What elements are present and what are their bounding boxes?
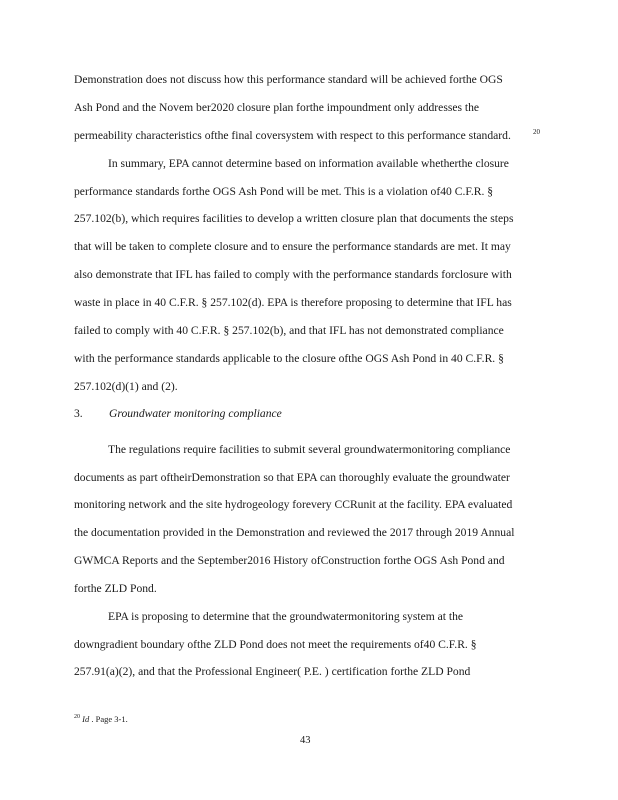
- footnote-citation: Id: [82, 714, 90, 724]
- section-number: 3.: [74, 407, 83, 420]
- footnote-text: . Page 3-1.: [89, 714, 128, 724]
- body-text-line: with the performance standards applicable to the closure ofthe OGS Ash Pond in 40 C.F.R. §: [74, 352, 504, 365]
- body-text-line: performance standards forthe OGS Ash Pond will be met. This is a violation of40 C.F.R. §: [74, 185, 494, 198]
- body-text-line: failed to comply with 40 C.F.R. § 257.102(b), and that IFL has not demonstrated compliance: [74, 324, 504, 337]
- body-text-line: forthe ZLD Pond.: [74, 582, 157, 595]
- body-text-line: In summary, EPA cannot determine based on information available whetherthe closure: [108, 157, 509, 170]
- body-text-line: The regulations require facilities to submit several groundwatermonitoring compliance: [108, 443, 511, 456]
- body-text-line: downgradient boundary ofthe ZLD Pond does not meet the requirements of40 C.F.R. §: [74, 638, 477, 651]
- body-text-line: 257.91(a)(2), and that the Professional Engineer( P.E. ) certification forthe ZLD Pond: [74, 665, 471, 678]
- footnote: [74, 714, 128, 724]
- body-text-line: 257.102(d)(1) and (2).: [74, 380, 178, 393]
- body-text-line: also demonstrate that IFL has failed to comply with the performance standards forclosure with: [74, 268, 512, 281]
- footnote-reference: 20: [533, 128, 540, 136]
- body-text-line: monitoring network and the site hydrogeology forevery CCRunit at the facility. EPA evaluated: [74, 498, 513, 511]
- footnote-number: 20: [74, 714, 80, 720]
- body-text-line: 257.102(b), which requires facilities to develop a written closure plan that documents the steps: [74, 212, 514, 225]
- body-text-line: Ash Pond and the Novem ber2020 closure plan forthe impoundment only addresses the: [74, 101, 480, 114]
- body-text-line: GWMCA Reports and the September2016 History ofConstruction forthe OGS Ash Pond and: [74, 554, 505, 567]
- body-text-line: Demonstration does not discuss how this performance standard will be achieved forthe OGS: [74, 73, 503, 86]
- section-heading: [74, 407, 374, 423]
- body-text-line: waste in place in 40 C.F.R. § 257.102(d). EPA is therefore proposing to determine that IFL has: [74, 296, 512, 309]
- page-number: 43: [300, 735, 311, 746]
- body-text-line: the documentation provided in the Demonstration and reviewed the 2017 through 2019 Annual: [74, 526, 515, 539]
- section-title: Groundwater monitoring compliance: [109, 407, 282, 420]
- body-text-line: documents as part oftheirDemonstration so that EPA can thoroughly evaluate the groundwater: [74, 471, 510, 484]
- body-text-line: that will be taken to complete closure and to ensure the performance standards are met. It may: [74, 240, 511, 253]
- body-text-line: EPA is proposing to determine that the groundwatermonitoring system at the: [108, 610, 464, 623]
- body-text-line: permeability characteristics ofthe final coversystem with respect to this performance standard.: [74, 129, 511, 142]
